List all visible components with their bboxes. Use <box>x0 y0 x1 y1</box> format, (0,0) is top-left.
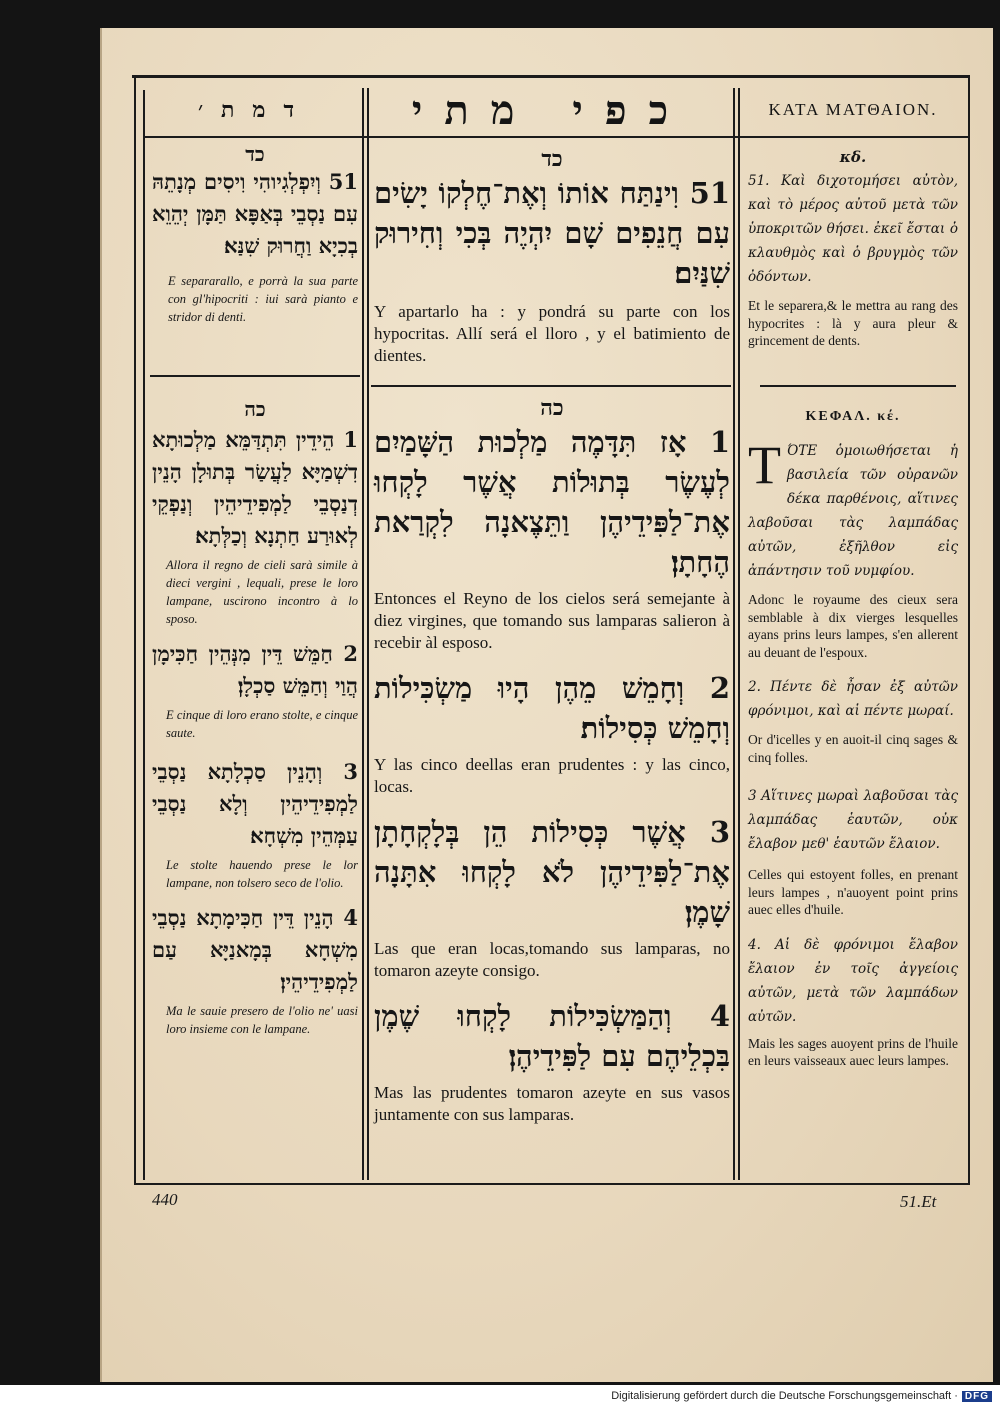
hebrew-verse-1: 1 אָז תִּדָּמֶה מַלְכוּת הַשָּׁמַיִם לְעֶשֶׂר בְּתוּלוֹת אֲשֶׁר לָקְחוּ אֶת־לַפִּידֵיהֶן וַתֵּצֶאנָה לִקְרַאת הֶחָתָן׃ <box>374 425 730 579</box>
greek-verse: 51. Καὶ διχοτομήσει αὐτὸν, καὶ τὸ μέρος αὐτοῦ μετὰ τῶν ὑποκριτῶν θήσει. ἐκεῖ ἔσται ὁ κλαυθμὸς καὶ ὁ βρυγμὸς τῶν ὀδόντων. <box>748 173 958 285</box>
footer-text: Digitalisierung gefördert durch die Deutsche Forschungsgemeinschaft · <box>611 1390 958 1402</box>
section-label: כה <box>540 395 564 421</box>
italian-translation-1: Allora il regno de cieli sarà simile à dieci vergini , lequali, prese le loro lampane, uscirono incontro à lo sposo. <box>166 558 358 626</box>
left-block-24 <box>152 142 358 326</box>
header-rule <box>143 136 968 138</box>
column-rule-3 <box>367 88 369 1180</box>
french-translation-2: Or d'icelles y en auoit-il cinq sages & cinq folles. <box>748 732 958 765</box>
column-rule-2 <box>362 88 364 1180</box>
french-translation-1: Adonc le royaume des cieux sera semblable à dix vierges lesquelles ayans prins leurs lampes, s'en allerent au deuant de l'espoux. <box>748 592 958 660</box>
greek-verse-1-wrap <box>748 435 958 583</box>
column-rule-4 <box>733 88 735 1180</box>
middle-column-header: כפי מתי <box>411 86 691 134</box>
dfg-logo: DFG <box>962 1391 992 1402</box>
column-rule-1 <box>143 90 145 1180</box>
bottom-frame-rule <box>134 1183 970 1185</box>
aramaic-verse-1: 1 הֵידֵין תִּתְדַּמֵּא מַלְכוּתָא דִשְׁמַיָּא לַעֲשַׂר בְּתוּלָן הָנֵין דְנַסְבֵי לַמְפִידֵיהֵין וְנַפְקֵי לְאוּרַע חַתְנָא וְכַלְּתָא׃ <box>152 427 358 548</box>
italian-translation-2: E cinque di loro erano stolte, e cinque saute. <box>166 708 358 740</box>
left-frame-rule <box>134 75 136 1185</box>
spanish-translation-2: Y las cinco deellas eran prudentes : y las cinco, locas. <box>374 755 730 796</box>
greek-verse-4: 4. Αἱ δὲ φρόνιμοι ἔλαβον ἔλαιον ἐν τοῖς ἀγγείοις αὐτῶν, μετὰ τῶν λαμπάδων αὐτῶν. <box>748 936 958 1025</box>
aramaic-verse: 51 וְיִפְלְגִיוהִי וִיסִים מְנָתֵהּ עִם נַסְבֵי בְּאַפָּא תַּמָּן יְהֵוֵא בְכִיָא וַחֲרוּק שִׁנַּא׃ <box>152 169 358 258</box>
spanish-translation-4: Mas las prudentes tomaron azeyte en sus vasos juntamente con sus lamparas. <box>374 1083 730 1124</box>
greek-verse-2: 2. Πέντε δὲ ἦσαν ἐξ αὐτῶν φρόνιμοι, καὶ αἱ πέντε μωραί. <box>748 679 958 719</box>
aramaic-verse-4: 4 הָנֵין דֵּין חַכִּימָתָא נַסְבֵי מִשְׁחָא בְּמָאנַיָּא עַם לַמְפִידֵיהֵין׃ <box>152 905 358 994</box>
french-translation-4: Mais les sages auoyent prins de l'huile en leurs vaisseaux auec leurs lampes. <box>748 1035 958 1068</box>
middle-block-25 <box>374 394 730 1126</box>
french-translation-3: Celles qui estoyent folles, en prenant leurs lampes , n'auoyent point prins auec elles d'huile. <box>748 867 958 917</box>
middle-divider-rule <box>371 385 731 387</box>
right-frame-rule <box>968 75 970 1185</box>
section-label: כד <box>245 142 265 166</box>
left-block-25 <box>152 394 358 1038</box>
column-rule-5 <box>738 88 740 1180</box>
page-number: 440 <box>152 1190 178 1209</box>
digitization-footer <box>611 1388 992 1404</box>
section-label: כה <box>244 397 266 421</box>
top-rule <box>132 75 970 78</box>
aramaic-verse-3: 3 וְהָנֵין סַכְלָתָא נַסְבֵי לַמְפִידֵיהֵין וְלָא נַסְבֵי עַמְּהֵין מִשְׁחָא׃ <box>152 759 358 848</box>
greek-verse-1: ΌΤΕ ὁμοιωθήσεται ἡ βασιλεία τῶν οὐρανῶν δέκα παρθένοις, αἵτινες λαβοῦσαι τὰς λαμπάδας αὐτῶν, ἐξῆλθον εἰς ἀπάντησιν τοῦ νυμφίου. <box>748 443 958 579</box>
right-divider-rule <box>760 385 956 387</box>
middle-block-24 <box>374 145 730 367</box>
left-column-header: דמת׳ <box>197 97 313 123</box>
right-block-24 <box>748 145 958 350</box>
hebrew-verse-4: 4 וְהַמַּשְׂכִּילוֹת לָקְחוּ שֶׁמֶן בִּכְלֵיהֶם עִם לַפִּידֵיהֶן׃ <box>374 999 730 1073</box>
italian-translation-3: Le stolte hauendo prese le lor lampane, non tolsero seco de l'olio. <box>166 858 358 890</box>
section-label: κδ. <box>839 148 867 166</box>
right-block-25 <box>748 405 958 1070</box>
italian-translation-4: Ma le sauie presero de l'olio ne' uasi loro insieme con le lampane. <box>166 1004 358 1036</box>
greek-verse-3: 3 Αἵτινες μωραὶ λαβοῦσαι τὰς λαμπάδας ἑαυτῶν, οὐκ ἔλαβον μεθ' ἑαυτῶν ἔλαιον. <box>748 788 958 852</box>
left-divider-rule <box>150 375 360 377</box>
drop-cap-initial: Τ <box>748 435 781 495</box>
hebrew-verse-3: 3 אֲשֶׁר כְּסִילוֹת הֵן בְּלָקְחָתָן אֶת־לַפִּידֵיהֶן לֹא לָקְחוּ אִתָּנָה שָׁמֶן׃ <box>374 815 730 929</box>
section-label: כד <box>541 146 563 172</box>
catchword: 51.Et <box>900 1192 937 1211</box>
hebrew-verse: 51 וִינַתַּח אוֹתוֹ וְאֶת־חֶלְקוֹ יָשִׂים עִם חֲנֵפִים שָׁם יִהְיֶה בְּכִי וְחִירוּק שִׁנַּיִם׃ <box>374 176 730 290</box>
chapter-heading: ΚΕΦΑΛ. κέ. <box>805 409 901 424</box>
italian-translation: E separarallo, e porrà la sua parte con gl'hipocriti : iui sarà pianto e stridor di denti. <box>168 274 358 324</box>
hebrew-verse-2: 2 וְחָמֵשׁ מֵהֶן הָיוּ מַשְׂכִּילוֹת וְחָמֵשׁ כְּסִילוֹת׃ <box>374 671 730 745</box>
spanish-translation-1: Entonces el Reyno de los cielos será semejante à diez virgines, que tomando sus lamparas salieron à recebir àl esposo. <box>374 589 730 652</box>
right-column-header: ΚΑΤΑ ΜΑΤΘΑΙΟΝ. <box>768 100 938 119</box>
french-translation: Et le separera,& le mettra au rang des hypocrites : là y aura pleur & grincement de dents. <box>748 298 958 348</box>
spanish-translation: Y apartarlo ha : y pondrá su parte con los hypocritas. Allí será el lloro , y el batimiento de dientes. <box>374 302 730 365</box>
spanish-translation-3: Las que eran locas,tomando sus lamparas, no tomaron azeyte consigo. <box>374 939 730 980</box>
aramaic-verse-2: 2 חַמֵּשׁ דֵּין מִנְּהֵין חַכִּימָן הֲוַי וְחַמֵּשׁ סַכְלָן׃ <box>152 641 358 698</box>
